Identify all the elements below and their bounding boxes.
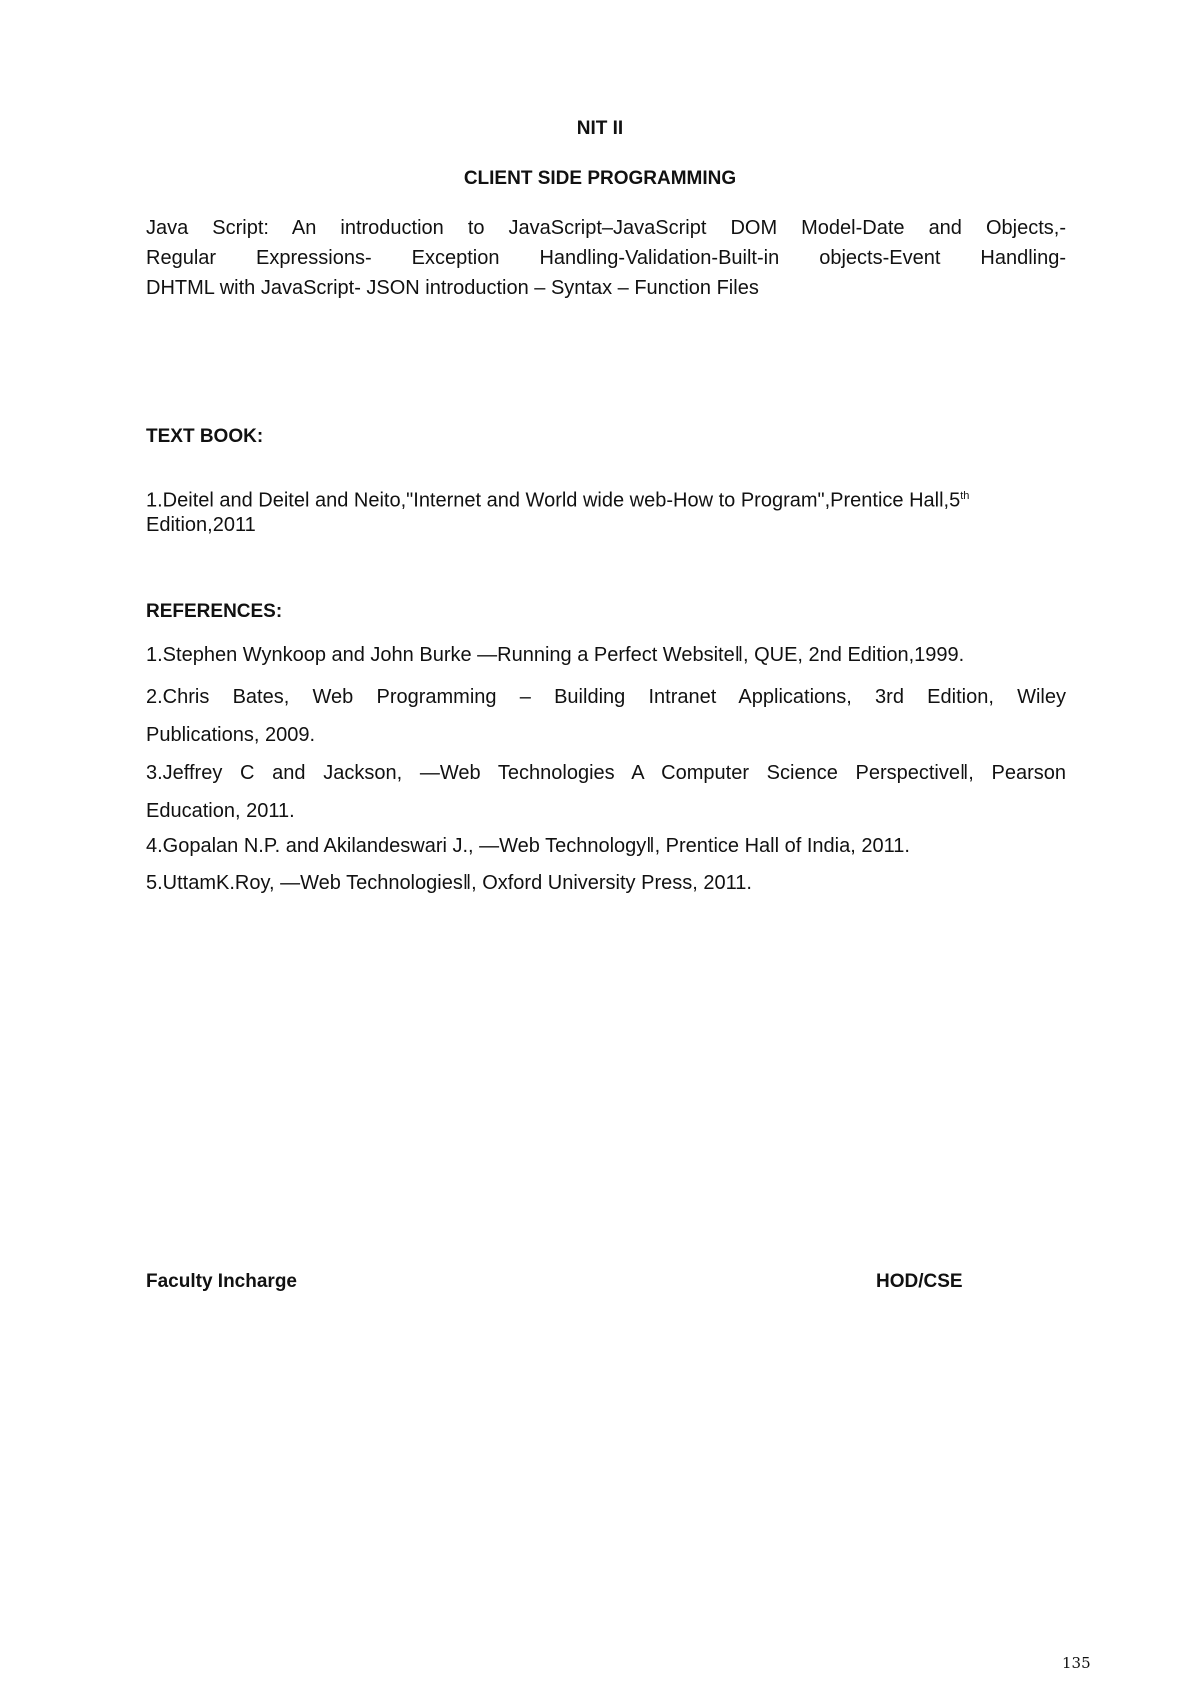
reference-item xyxy=(146,754,1066,830)
reference-item xyxy=(146,868,1066,898)
reference-text-cont: Publications, 2009. xyxy=(146,724,316,746)
reference-text: 4.Gopalan N.P. and Akilandeswari J., ―Web Technology‖, Prentice Hall of India, 2011. xyxy=(146,835,910,857)
references-heading: REFERENCES: xyxy=(146,601,283,622)
reference-item xyxy=(146,831,1066,861)
page-number: 135 xyxy=(1062,1654,1091,1672)
syllabus-line: DHTML with JavaScript- JSON introduction – Syntax – Function Files xyxy=(146,277,759,299)
reference-item xyxy=(146,640,1066,670)
unit-title: NIT II xyxy=(576,118,624,139)
syllabus-line: Regular Expressions- Exception Handling-Validation-Built-in objects-Event Handling- xyxy=(146,247,1066,269)
hod-signature-label: HOD/CSE xyxy=(876,1271,963,1292)
textbook-item-line2: Edition,2011 xyxy=(146,514,256,536)
textbook-item-sup: th xyxy=(960,490,970,502)
reference-text: 3.Jeffrey C and Jackson, ―Web Technologies A Computer Science Perspective‖, Pearson xyxy=(146,762,1066,784)
syllabus-line: Java Script: An introduction to JavaScript–JavaScript DOM Model-Date and Objects,- xyxy=(146,217,1066,239)
textbook-item-line1: 1.Deitel and Deitel and Neito,"Internet and World wide web-How to Program",Prentice Hall,5 xyxy=(146,489,961,512)
reference-text: 5.UttamK.Roy, ―Web Technologies‖, Oxford University Press, 2011. xyxy=(146,872,752,894)
reference-text: 2.Chris Bates, Web Programming – Building Intranet Applications, 3rd Edition, Wiley xyxy=(146,686,1066,708)
faculty-signature-label: Faculty Incharge xyxy=(146,1271,297,1292)
reference-item xyxy=(146,678,1066,754)
unit-subtitle: CLIENT SIDE PROGRAMMING xyxy=(463,168,737,189)
textbook-heading: TEXT BOOK: xyxy=(146,426,264,447)
reference-text: 1.Stephen Wynkoop and John Burke ―Running a Perfect Website‖, QUE, 2nd Edition,1999. xyxy=(146,644,965,666)
reference-text-cont: Education, 2011. xyxy=(146,800,295,822)
